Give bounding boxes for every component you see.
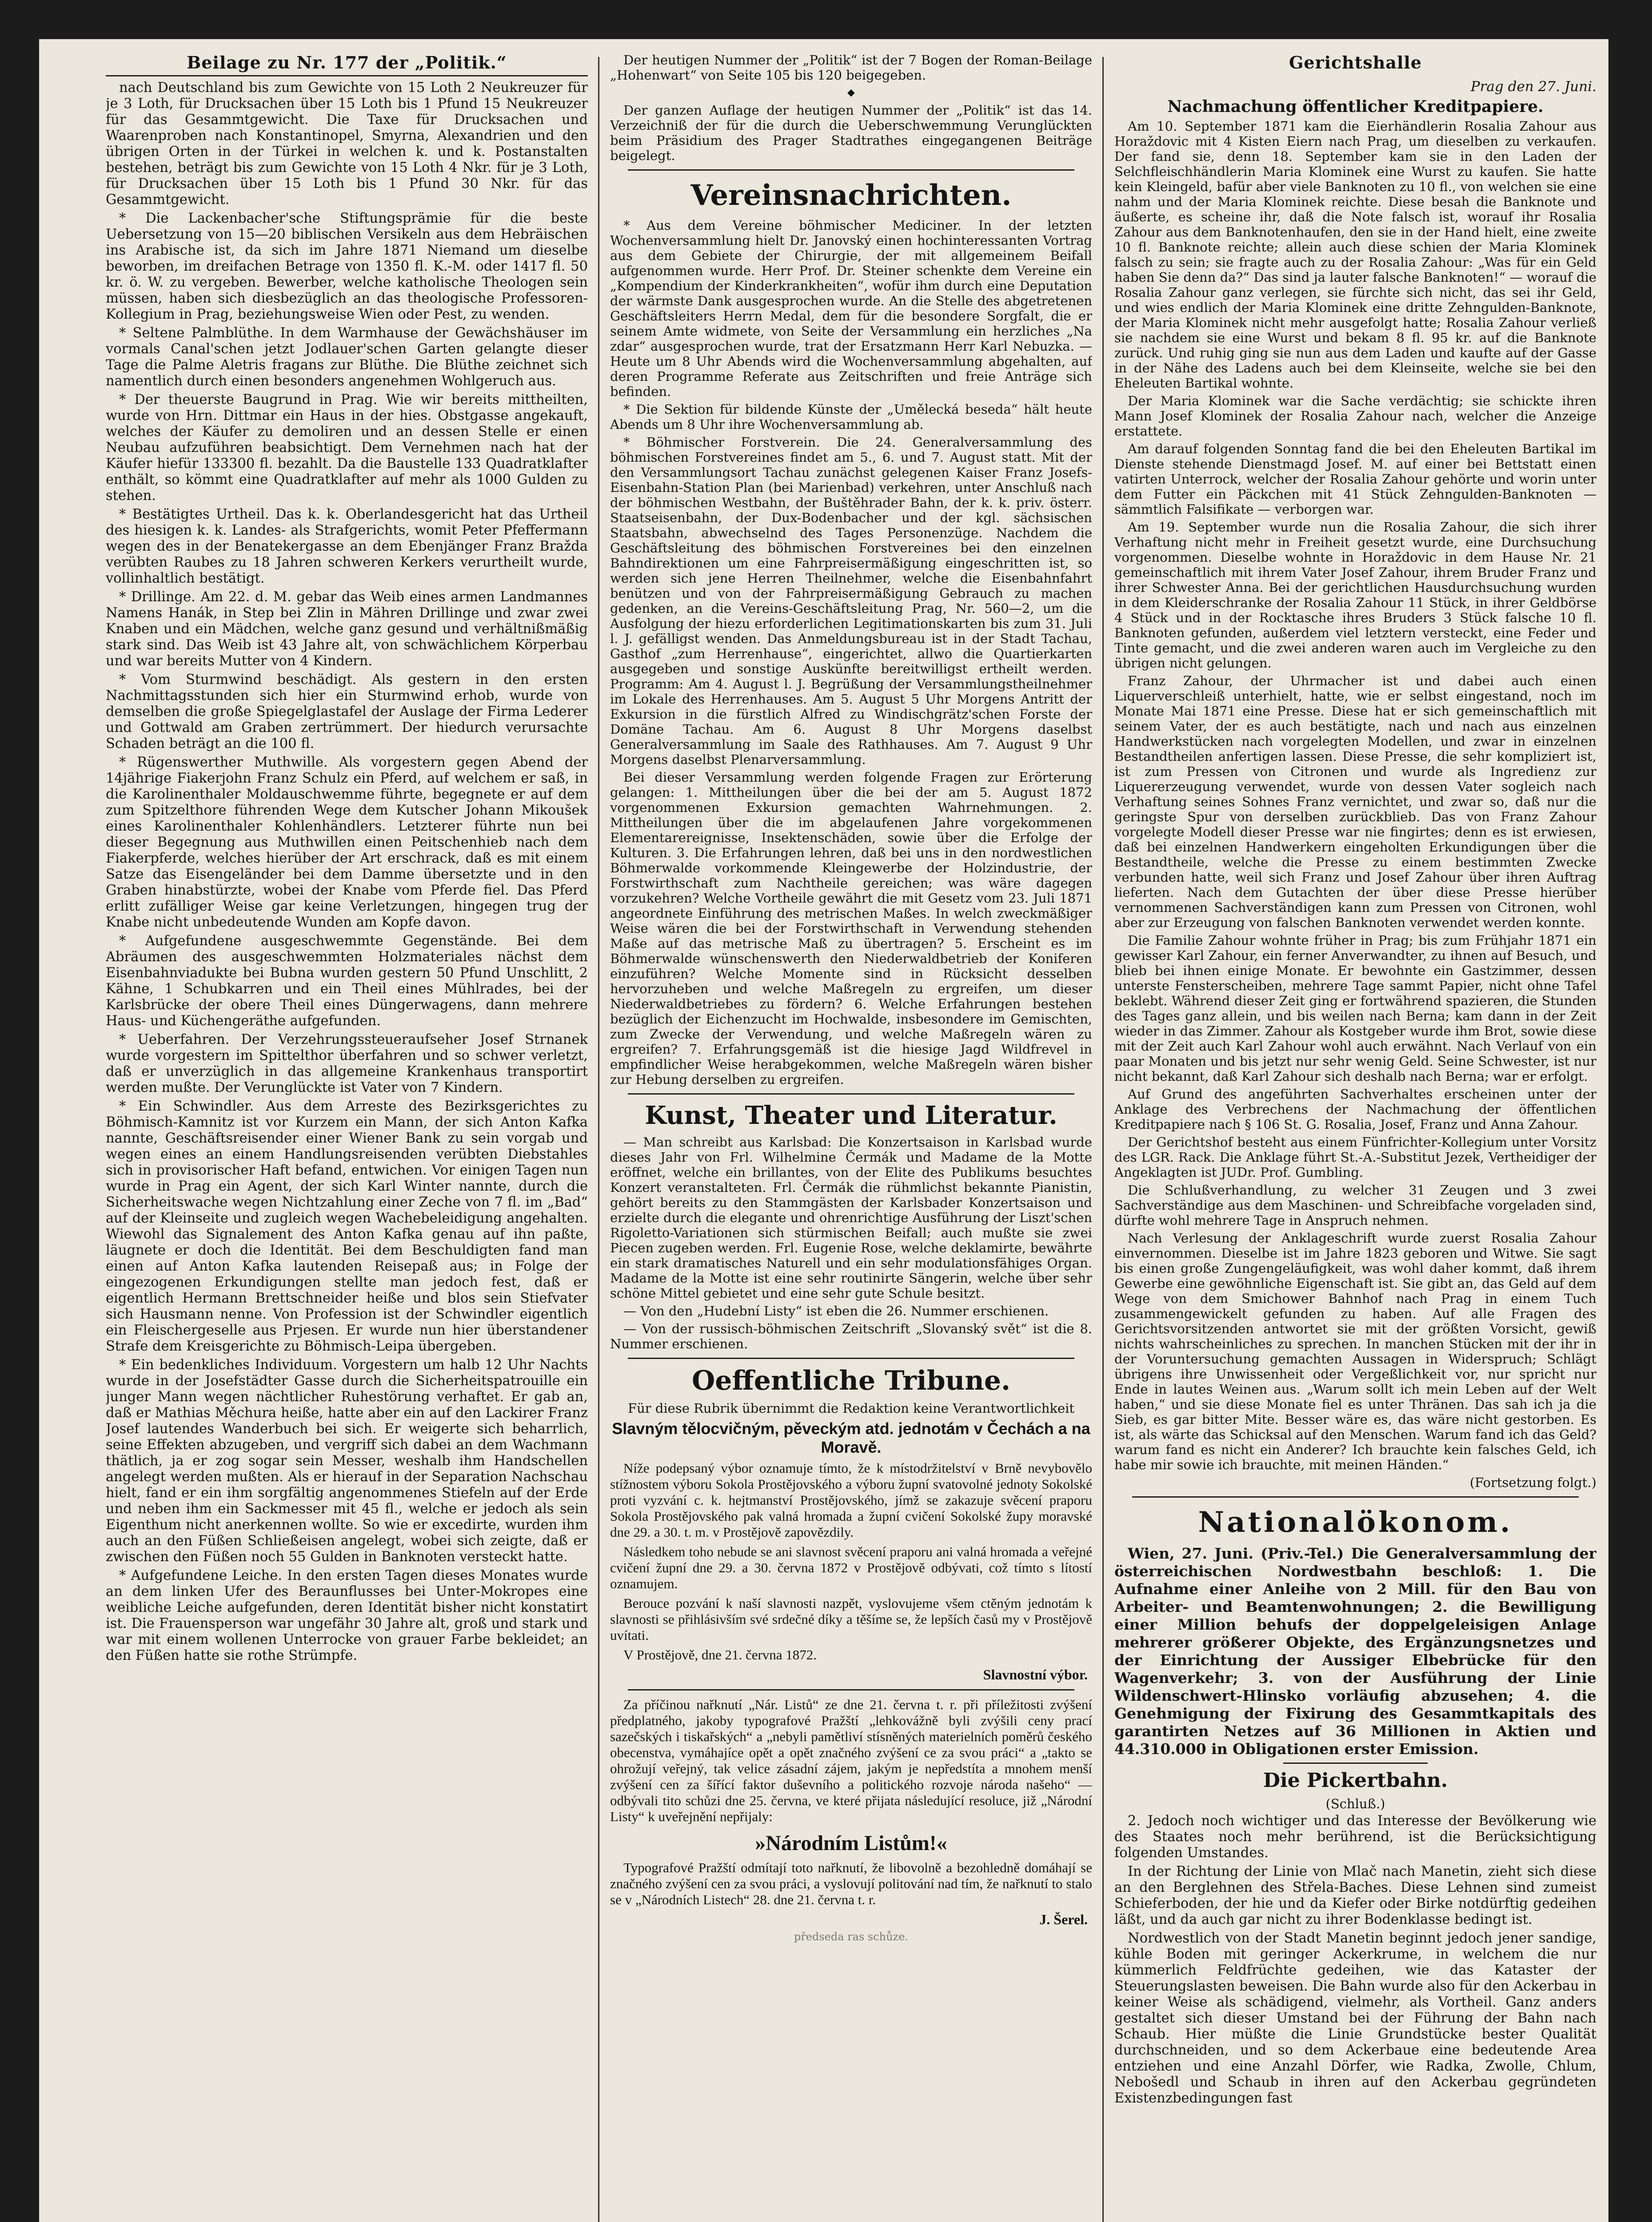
newspaper-page: [39, 39, 1608, 2222]
ornament-divider: ◆: [847, 87, 855, 98]
section-divider: [628, 169, 1074, 171]
section-divider: [628, 1093, 1074, 1095]
section-title-nationaloekonom: Nationalökonom.: [1198, 1506, 1513, 1539]
telegram-paragraph: Wien, 27. Juni. (Priv.-Tel.) Die Generalversammlung der österreichischen Nordwestbahn beschloß: 1. Die Aufnahme einer Anleihe von 2 Mill. für den Bau von Arbeiter- und Beamtenwohnungen; 2. die Bewilligung einer Million behufs der doppelgeleisigen Anlage mehrerer größerer Objekte, des Ergänzungsnetzes und der Einrichtung der Aussiger Elbebrücke für den Wagenverkehr; 3. von der Ausführung der Linie Wildenschwert-Hlinsko vorläufig abzusehen; 4. die Genehmigung der Fixirung des Gesammtkapitals des garantirten Netzes auf 36 Millionen in Aktien und 44.310.000 in Obligationen erster Emission.: [1114, 1545, 1596, 1758]
article-paragraph: * Aufgefundene ausgeschwemmte Gegenstände. Bei dem Abräumen des ausgeschwemmten Holzmateriales nächst dem Eisenbahnviadukte bei Bubna wurden gestern 50 Pfund Unschlitt, 2 Kähne, 1 Schubkarren und ein Theil eines Mühlrades, bei der Karlsbrücke der obere Theil eines Düngerwagens, dann mehrere Haus- und Küchengeräthe aufgefunden.: [106, 933, 588, 1029]
czech-place-date: V Prostějově, dne 21. června 1872.: [623, 1647, 817, 1663]
section-title-tribune: Oeffentliche Tribune.: [692, 1365, 1010, 1396]
article-paragraph: Am darauf folgenden Sonntag fand die bei den Eheleuten Bartikal im Dienste stehende Dienstmagd Josef. M. auf einer bei Bettstatt einen vatirten Unterrock, welcher der Rosalia Zahour gehörte und worin unter dem Futter ein Päckchen mit 41 Stück Zehngulden-Banknoten — sämmtlich Falsifikate — verborgen war.: [1114, 441, 1596, 517]
article-paragraph: Die Familie Zahour wohnte früher in Prag; bis zum Frühjahr 1871 ein gewisser Karl Zahour, ein ferner Anverwandter, zu ihnen auf Besuch, und blieb bei ihnen einige Monate. Er bewohnte ein Gastzimmer, dessen unterste Fensterscheiben, mehrere Tage sammt Papier, nicht ohne Tafel beklebt. Während dieser Zeit ging er fortwährend spazieren, die Stunden des Tages ganz allein, und bis weilen nach Berna; kam dann in der Zeit wieder in das Zimmer. Zahour als Kostgeber wurde ihm Brot, sowie diese mit der Zeit auch Karl Zahour wohl auch erwähnt. Nach Verlauf von ein paar Monaten und bis jetzt nur sehr wenig Geld. Seine Schwester, ist nur nicht bekannt, daß Karl Zahour sich deshalb nach Berna; war er erfolgt.: [1114, 933, 1596, 1084]
notice-flood-list: Der ganzen Auflage der heutigen Nummer der „Politik“ ist das 14. Verzeichniß der für die durch die Ueberschwemmung Verunglückten beim Präsidium des Prager Stadtrathes eingegangenen Beiträge beigelegt.: [610, 103, 1092, 163]
article-paragraph: Am 19. September wurde nun die Rosalia Zahour, die sich ihrer Verhaftung nicht mehr in Freiheit gesetzt wurde, eine Durchsuchung vorgenommen. Dieselbe wohnte in Horaždovic in dem Hause Nr. 21 gemeinschaftlich mit ihrem Vater Josef Zahour, ihrem Bruder Franz und ihrer Schwester Anna. Bei der gerichtlichen Hausdurchsuchung wurden in dem Kleiderschranke der Rosalia Zahour 11 Stück, in ihrer Geldbörse 4 Stück und in der Rocktasche ihres Bruders 3 Stück falsche 10 fl. Banknoten gefunden, außerdem viel letztern versteckt, eine Feder und Tinte gemacht, und die zwei anderen waren auch im Vergleiche zu den übrigen nicht gelungen.: [1114, 520, 1596, 671]
section-title-gerichtshalle: Gerichtshalle: [1289, 52, 1422, 72]
short-divider: [1283, 1762, 1428, 1764]
article-paragraph: * Der theuerste Baugrund in Prag. Wie wir bereits mittheilten, wurde von Hrn. Dittmar ein Haus in der hies. Obstgasse angekauft, welches der Käufer zu demoliren und an dessen Stelle er einen Neubau aufzuführen beabsichtigt. Dem Vernehmen nach hat der Käufer hiefür 133300 fl. bezahlt. Da die Baustelle 133 Quadratklafter enthält, so kömmt eine Quadratklafter auf mehr als 1000 Gulden zu stehen.: [106, 392, 588, 504]
czech-paragraph: Následkem toho nebude se ani slavnost svěcení praporu ani valná hromada a veřejné cvičení župní dne 29. a 30. června 1872 v Prostějově odbývati, což tímto s lítostí oznamujem.: [610, 1544, 1092, 1591]
czech-signature-role: předseda ras schůze.: [794, 1930, 909, 1943]
dateline: Prag den 27. Juni.: [1470, 79, 1596, 95]
article-paragraph: * Drillinge. Am 22. d. M. gebar das Weib eines armen Landmannes Namens Hanák, in Step bei Zlin in Mähren Drillinge und zwar zwei Knaben und ein Mädchen, welche ganz gesund und verhältnißmäßig stark sind. Das Weib ist 43 Jahre alt, von schwächlichem Körperbau und war bereits Mutter von 4 Kindern.: [106, 589, 588, 669]
article-paragraph: nach Deutschland bis zum Gewichte von 15 Loth 2 Neukreuzer für je 3 Loth, für Drucksachen über 15 Loth bis 1 Pfund 15 Neukreuzer für das Gesammtgewicht. Die Taxe für Drucksachen und Waarenproben nach Konstantinopel, Smyrna, Alexandrien und den übrigen Orten in der Türkei in welchen k. und k. Postanstalten bestehen, beträgt bis zum Gewichte von 15 Loth 4 Nkr. für je 3 Loth, für Drucksachen über 15 Loth bis 1 Pfund 30 Nkr. für das Gesammtgewicht.: [106, 80, 588, 208]
article-paragraph: 2. Jedoch noch wichtiger und das Interesse der Bevölkerung wie des Staates noch mehr berührend, ist die Berücksichtigung folgenden Umstandes.: [1114, 1813, 1596, 1861]
column-middle: [610, 52, 1092, 2222]
article-paragraph: * Aufgefundene Leiche. In den ersten Tagen dieses Monates wurde an dem linken Ufer des Beraunflusses bei Unter-Mokropes eine weibliche Leiche aufgefunden, deren Identität bisher nicht konstatirt ist. Die Frauensperson war ungefähr 30 Jahre alt, groß und stark und war mit einem wollenen Unterrocke von grauer Farbe bekleidet; an den Füßen hatte sie rothe Strümpfe.: [106, 1568, 588, 1663]
column-rule: [598, 57, 599, 2222]
column-rule: [1102, 57, 1104, 2222]
article-part-note: (Schluß.): [1325, 1796, 1385, 1811]
article-paragraph: In der Richtung der Linie von Mlač nach Manetin, zieht sich diese an den Berglehnen des Střela-Baches. Diese Lehnen sind zumeist Schieferboden, der hie und da Kiefer oder Birke notdürftig gedeihen läßt, und da auch gar nicht zu ihrer Bodenklasse bedingt ist.: [1114, 1864, 1596, 1927]
article-paragraph: — Von den „Hudební Listy“ ist eben die 26. Nummer erschienen.: [623, 1303, 1049, 1319]
czech-heading: Slavným tělocvičným, pěveckým atd. jednotám v Čechách a na Moravě.: [612, 1419, 1090, 1456]
article-paragraph: * Vom Sturmwind beschädigt. Als gestern in den ersten Nachmittagsstunden sich hier ein Sturmwind erhob, wurde von demselben die große Spiegelglastafel der Auslage der Firma Lederer und Gottwald am Graben zertrümmert. Der hiedurch verursachte Schaden beträgt an die 100 fl.: [106, 672, 588, 751]
column-right: [1114, 52, 1596, 2222]
article-paragraph: Der Gerichtshof besteht aus einem Fünfrichter-Kollegium unter Vorsitz des LGR. Rack. Die Anklage führt St.-A.-Substitut Jezek, Vertheidiger der Angeklagten ist JUDr. Prof. Gumbling.: [1114, 1135, 1596, 1180]
article-paragraph: — Man schreibt aus Karlsbad: Die Konzertsaison in Karlsbad wurde dieses Jahr von Frl. Wilhelmine Čermák und Madame de la Motte eröffnet, welche ein brillantes, von der Elite des Publikums besuchtes Konzert veranstalteten. Frl. Čermák die rühmlichst bekannte Pianistin, gehört bereits zu den Stammgästen der Karlsbader Konzertsaison und erzielte durch die elegante und ohrenrichtige Ausführung der Liszt'schen Rigoletto-Variationen sich stürmischen Beifall; auch mußte sie zwei Piecen zugeben werden. Frl. Eugenie Rose, welche deklamirte, bewährte ein stark dramatisches Naturell und ein sehr modulationsfähiges Organ. Madame de la Motte ist eine sehr routinirte Sängerin, welche über sehr schöne Mittel gebietet und eine sehr gute Schule besitzt.: [610, 1135, 1092, 1301]
article-paragraph: Auf Grund des angeführten Sachverhaltes erscheinen unter der Anklage des Verbrechens der Nachmachung der öffentlichen Kreditpapiere nach § 106 St. G. Rosalia, Josef, Franz und Anna Zahour.: [1114, 1087, 1596, 1132]
czech-paragraph: Níže podepsaný výbor oznamuje tímto, že k místodržitelství v Brně nevybovělo stížnostem výboru Sokola Prostějovského a výboru župní svatovolné jednoty Sokolské proti vyzvání c. k. hejtmanství Prostějovského, jímž se zakazuje svěcení praporu Sokola Prostějovského pak valná hromada a župní cvičení Sokolské župy moravské dne 29. a 30. t. m. v Prostějově zapovězdily.: [610, 1460, 1092, 1540]
czech-signature: J. Šerel.: [1039, 1911, 1088, 1927]
article-paragraph: Am 10. September 1871 kam die Eierhändlerin Rosalia Zahour aus Horaždovic mit 4 Kisten Eiern nach Prag, um dieselben zu verkaufen. Der fand sie, denn 18. September kam sie in den Laden der Selchfleischhändlerin Maria Klominek eine Wurst zu kaufen. Sie hatte kein Kleingeld, bafür aber viele Banknoten zu 10 fl., von welchen sie eine nahm und der Maria Klominek reichte. Diese besah die Banknote und äußerte, es scheine ihr, daß die Note falsch ist, worauf ihr Rosalia Zahour aus dem Banknotenhaufen, den sie in der Hand hielt, eine zweite 10 fl. Banknote reichte; allein auch diese schien der Maria Klominek falsch zu sein; sie fragte auch zu der Rosalia Zahour: „Was für ein Geld haben Sie denn da?“ Das sind ja lauter falsche Banknoten!“ — worauf die Rosalia Zahour ganz verlegen, sie fürchte sich nicht, das sei ihr Geld, und wies endlich der Maria Klominek eine dritte Zehngulden-Banknote, der Maria Klominek nicht mehr ausgefolgt hatte; Rosalia Zahour verließ sie nachdem sie eine Wurst und bekam 8 fl. 95 kr. auf die Banknote zurück. Und ruhig ging sie nun aus dem Laden und kaufte auf der Gasse in der Nähe des Ladens auch bei dem Kleinseite, welche sie bei den Eheleuten Bartikal wohnte.: [1114, 119, 1596, 391]
section-title-vereinsnachrichten: Vereinsnachrichten.: [690, 179, 1012, 212]
article-paragraph: * Böhmischer Forstverein. Die 24. Generalversammlung des böhmischen Forstvereines findet am 5., 6. und 7. August statt. Mit der den Versammlungsort Tachau zunächst gelegenen Kaiser Franz Josefs-Eisenbahn-Station Plan (bei Marienbad) verkehren, unter Anschluß nach der böhmischen Westbahn, der Buštěhrader Bahn, der k. k. priv. österr. Staatseisenbahn, der Dux-Bodenbacher und der kgl. sächsischen Staatsbahn, abwechselnd des Tages Personenzüge. Nachdem die Geschäftsleitung des böhmischen Forstvereines bei den einzelnen Bahndirektionen um eine Fahrpreisermäßigung eingeschritten ist, so werden sich jene Herren Theilnehmer, welche die Eisenbahnfahrt benützen und von der Fahrpreisermäßigung Gebrauch zu machen gedenken, an die Vereins-Geschäftsleitung Prag, Nr. 560—2, um die Ausfolgung der hiezu erforderlichen Legitimationskarten bis zum 31. Juli l. J. gefälligst wenden. Das Anmeldungsbureau ist in der Stadt Tachau, Gasthof „zum Herrenhause“, eingerichtet, allwo die Quartierkarten ausgegeben und sonstige Auskünfte bereitwilligst ertheilt werden. Programm: Am 4. August l. J. Begrüßung der Versammlungstheilnehmer im Lokale des Herrenhauses. Am 5. August 5 Uhr Morgens Antritt der Exkursion in die fürstlich Alfred zu Windischgrätz'schen Forste der Domäne Tachau. Am 6. August 8 Uhr Morgens daselbst Generalversammlung im Saale des Rathhauses. Am 7. August 9 Uhr Morgens daselbst Plenarversammlung.: [610, 435, 1092, 767]
czech-paragraph: Berouce pozvání k naší slavnosti nazpět, vyslovujeme všem ctěným jednotám k slavnosti se přihlásivším své srdečné díky a těšíme se, že lepších časů my v Prostějově uvítati.: [610, 1595, 1092, 1643]
article-paragraph: Franz Zahour, der Uhrmacher ist und dabei auch einen Liquerverschleiß unterhielt, hatte, wie er selbst eingestand, noch im Monate Mai 1871 eine Presse. Diese hat er sich gemeinschaftlich mit seinem Vater, der es auch bestätigte, nach und nach aus einzelnen Handwerkstücken nach vorgelegten Modellen, und zwar in einzelnen Bestandtheilen anfertigen lassen. Diese Presse, die sehr kompliziert ist, ist zum Pressen von Citronen und wurde als Ingredienz zur Liquererzeugung verwendet, wurde von dessen Vater sogleich nach Verhaftung seines Sohnes Franz vernichtet, und zwar so, daß nur die geringste Spur von derselben zurückblieb. Das von Franz Zahour vorgelegte Modell dieser Presse war nie fingirtes; denn es ist erwiesen, daß bei einzelnen Handwerkern eingeholten Erkundigungen über die Bestandtheile, welche die Presse zu einem bestimmten Zwecke verbunden hatte, weil sich Franz und Josef Zahour über ihren Auftrag lieferten. Nach dem Gutachten der über diese Presse hierüber vernommenen Sachverständigen kann zum Pressen von Citronen, wohl aber zur Erzeugung von falschen Banknoten verwendet werden konnte.: [1114, 673, 1596, 930]
czech-resolution-heading: »Národním Listům!«: [755, 1831, 947, 1855]
tribune-disclaimer: Für diese Rubrik übernimmt die Redaktion keine Verantwortlichkeit: [627, 1401, 1075, 1416]
continuation-note: (Fortsetzung folgt.): [1469, 1475, 1596, 1490]
article-paragraph: * Aus dem Vereine böhmischer Mediciner. In der letzten Wochenversammlung hielt Dr. Janovský einen hochinteressanten Vortrag aus dem Gebiete der Chirurgie, der mit allgemeinem Beifall aufgenommen wurde. Herr Prof. Dr. Steiner schenkte dem Vereine ein „Kompendium der Kinderkrankheiten“, wofür ihm durch eine Deputation der wärmste Dank ausgesprochen wurde. An die Stelle des abgetretenen Geschäftsleiters Herrn Medal, dem für die besondere Sorgfalt, die er seinem Amte widmete, von Seite der Versammlung ein herzliches „Na zdar“ ausgesprochen wurde, trat der Ersatzmann Herr Karl Nebuzka. — Heute um 8 Uhr Abends wird die Wochenversammlung abgehalten, auf deren Programme Referate aus Zeitschriften und freie Anträge sich befinden.: [610, 218, 1092, 399]
czech-signature: Slavnostní výbor.: [983, 1666, 1088, 1682]
section-divider: [628, 1689, 1074, 1690]
article-paragraph: * Ein Schwindler. Aus dem Arreste des Bezirksgerichtes zu Böhmisch-Kamnitz ist vor Kurzem ein Mann, der sich Anton Kafka nannte, Geschäftsreisender einer Wiener Bank zu sein vorgab und wegen eines an einem Handlungsreisenden verübten Diebstahles sich in provisorischer Haft befand, entwichen. Vor einigen Tagen nun wurde in Prag ein Agent, der sich Karl Winter nannte, durch die Sicherheitswache wegen Nichtzahlung einer Zeche von 7 fl. im „Bad“ auf der Kleinseite und zugleich wegen Wachebeleidigung angehalten. Wiewohl das Signalement des Anton Kafka genau auf ihn paßte, läugnete er doch die Identität. Bei dem Beschuldigten fand man einen auf Anton Kafka lautenden Reisepaß aus; in Folge der eingezogenen Erkundigungen stellte man jedoch fest, daß er eigentlich Hermann Brettschneider heiße und blos sein Stiefvater sich Hausmann nenne. Von Profession ist der Schwindler eigentlich ein Fleischergeselle aus Prjesen. Er wurde nun hier überstandener Strafe dem Kreisgerichte zu Böhmisch-Leipa übergeben.: [106, 1099, 588, 1354]
section-title-kunst: Kunst, Theater und Literatur.: [645, 1101, 1057, 1130]
article-paragraph: * Bestätigtes Urtheil. Das k. k. Oberlandesgericht hat das Urtheil des hiesigen k. k. Landes- als Strafgerichts, womit Peter Pfeffermann wegen des in der Benatekergasse an dem Ebenjänger Franz Bražda verübten Raubes zu 18 Jahren schweren Kerkers verurtheilt wurde, vollinhaltlich bestätigt.: [106, 507, 588, 586]
article-paragraph: Bei dieser Versammlung werden folgende Fragen zur Erörterung gelangen: 1. Mittheilungen über die bei der am 5. August 1872 vorgenommenen Exkursion gemachten Wahrnehmungen. 2. Mittheilungen über die im abgelaufenen Jahre vorgekommenen Elementarereignisse, Insektenschäden, sowie über die Erfolge der Kulturen. 3. Die Erfahrungen lehren, daß bei uns in den nordwestlichen Böhmerwalde vorkommende Kleingewerbe der Holzindustrie, der Forstwirthschaft zum Nachtheile gereichen; was wäre dagegen vorzukehren? Welche Vortheile gewährt die mit Gesetz vom 23. Juli 1871 angeordnete Einführung des metrischen Maßes. In welch zweckmäßiger Weise wären die bei der Forstwirthschaft in Verwendung stehenden Maße auf das metrische Maß zu übertragen? 5. Erscheint es im Böhmerwalde wünschenswerth den Niederwaldbetrieb der Koniferen einzuführen? Welche Momente sind in Rücksicht desselben hervorzuheben und welche Maßregeln zu ergreifen, um dieser Niederwaldbetriebes zu fördern? 6. Welche Erfahrungen bestehen bezüglich der Eichenzucht im Hochwalde, insbesondere im Gemischten, zum Zwecke der Verwendung, und welche Maßregeln wären zu ergreifen? 7. Erfahrungsgemäß ist die hiesige Jagd Wildfrevel in empfindlicher Weise herabgekommen, welche Maßregeln wären bisher zur Hebung derselben zu ergreifen.: [610, 770, 1092, 1087]
article-subheading: Nachmachung öffentlicher Kreditpapiere.: [1167, 97, 1544, 116]
article-paragraph: * Seltene Palmblüthe. In dem Warmhause der Gewächshäuser im vormals Canal'schen jetzt Jodlauer'schen Garten gelangte dieser Tage die Palme Aletris fragans zur Blüthe. Die Blüthe zeichnet sich namentlich durch einen besonders angenehmen Wohlgeruch aus.: [106, 325, 588, 389]
supplement-header: Beilage zu Nr. 177 der „Politik.“: [106, 52, 588, 76]
article-paragraph: * Ein bedenkliches Individuum. Vorgestern um halb 12 Uhr Nachts wurde in der Josefstädter Gasse durch die Sicherheitspatrouille ein junger Mann wegen nächtlicher Ruhestörung verhaftet. Er gab an, daß er Mathias Měchura heiße, hatte aber ein auf den Lackirer Franz Josef lautendes Wanderbuch bei sich. Er weigerte sich beharrlich, seine Effekten abzugeben, und vergriff sich dabei an dem Wachmann thätlich, ja er zog sogar sein Messer, weshalb ihm Handschellen angelegt werden mußten. Als er hierauf in der Separation Nachschau hielt, fand er ein ihm sorgfältig angenommenes Stiefeln auf der Erde und neben ihm ein Sackmesser mit 45 fl., welche er jedoch als sein Eigenthum nicht anerkennen wollte. So wie er excedirte, wurden ihm auch an den Füßen Schließeisen angelegt, wobei sich zeigte, daß er zwischen den Füßen noch 55 Gulden in Banknoten versteckt hatte.: [106, 1357, 588, 1565]
section-divider: [1132, 1496, 1579, 1498]
czech-paragraph: Za příčinou nařknutí „Nár. Listů“ ze dne 21. června t. r. při příležitosti zvýšení předplatného, jakoby typografové Pražští „lehkovážně byli zvýšili ceny prací sazečských i tiskařských“ a „nebyli pamětliví stísněných materielních poměrů českého obecenstva, vymáhajíce opět a opět značného zvýšení ce za svou práci“ a „takto se ohrožují veřejný, tak velice zásadní zájem, jakým je nepředstíta a mnohem menší zvýšení cen za šířící faktor duševního a politického rozvoje národa našeho“ — odbývali tito schůzi dne 25. června, ve které přijata následující resoluce, již „Národní Listy“ k uveřejnění nepřijaly:: [610, 1697, 1092, 1824]
article-paragraph: * Rügenswerther Muthwille. Als vorgestern gegen Abend der 14jährige Fiakerjohn Franz Schulz ein Pferd, auf welchem er saß, in die Karolinenthaler Moldauschwemme führte, begegnete er auf dem zum Spitzelthore führenden Wege dem Kutscher Johann Mikoušek eines Karolinenthaler Kohlenhändlers. Letzterer führte nun bei dieser Begegnung aus Muthwillen einen Peitschenhieb nach dem Fiakerpferde, welches hierüber der Art erschrack, daß es mit einem Satze das Eisengeländer bei dem Damme übersetzte und in den Graben hinabstürzte, wobei der Knabe vom Pferde fiel. Das Pferd erlitt zufälliger Weise gar keine Verletzungen, hingegen trug der Knabe nicht unbedeutende Wunden am Kopfe davon.: [106, 755, 588, 930]
article-paragraph: * Die Lackenbacher'sche Stiftungsprämie für die beste Uebersetzung von 15—20 biblischen Versikeln aus dem Hebräischen ins Arabische ist, da sich im Jahre 1871 Niemand um dieselbe beworben, im dreifachen Betrage von 1350 fl. K.-M. oder 1417 fl. 50 kr. ö. W. zu vergeben. Bewerber, welche katholische Theologen sein müssen, haben sich diesbezüglich an das theologische Professoren-Kollegium in Prag, beziehungsweise Wien oder Pest, zu wenden.: [106, 211, 588, 322]
notice-roman-supplement: Der heutigen Nummer der „Politik“ ist der 7 Bogen der Roman-Beilage „Hohenwart“ von Seite 105 bis 120 beigegeben.: [610, 52, 1092, 83]
article-heading-pickertbahn: Die Pickertbahn.: [1263, 1769, 1448, 1792]
article-paragraph: Der Maria Klominek war die Sache verdächtig; sie schickte ihren Mann Josef Klominek der Rosalia Zahour nach, welcher die Anzeige erstattete.: [1114, 393, 1596, 439]
article-paragraph: * Die Sektion für bildende Künste der „Umělecká beseda“ hält heute Abends um 8 Uhr ihre Wochenversammlung ab.: [610, 402, 1092, 432]
czech-paragraph: Typografové Pražští odmítají toto nařknutí, že libovolně a bezohledně domáhají se značného zvýšení cen za svou práci, a vyslovují politování nad tím, že nařknutí to stalo se v „Národních Listech“ 28. dne 21. června t. r.: [610, 1860, 1092, 1907]
article-paragraph: Die Schlußverhandlung, zu welcher 31 Zeugen und 3 zwei Sachverständige aus dem Maschinen- und Schreibfache vorgeladen sind, dürfte wohl mehrere Tage in Anspruch nehmen.: [1114, 1183, 1596, 1228]
section-divider: [628, 1358, 1074, 1359]
article-paragraph: Nach Verlesung der Anklageschrift wurde zuerst Rosalia Zahour einvernommen. Dieselbe ist im Jahre 1823 geboren und Witwe. Sie sagt bis einen große Zungengeläufigkeit, was wohl daher kommt, daß ihrem Gewerbe eine gewöhnliche Eigenschaft ist. Sie gibt an, das Geld auf dem Wege von dem Smichower Bahnhof nach Prag in einem Tuch zusammengewickelt gefunden zu haben. Auf alle Fragen des Gerichtsvorsitzenden antwortet sie mit der größten Vorsicht, gewiß nichts wahrscheinliches zu sprechen. In manchen Stücken mit der ihr in der Voruntersuchung gemachten Aussagen in Widerspruch; Schlägt übrigens ihre Unwissenheit oder Vergeßlichkeit vor, nur spricht nur Ende in lautes Weinen aus. „Warum sollt ich mein Leben auf der Welt haben,“ und sie diese Monate fiel es unter Thränen. Das sah ich ja die Sieb, es gar bitter Mite. Besser wäre es, das wäre nicht gestorben. Es ist, als wärte das Schicksal auf den Menschen. Warum fand ich das Geld? warum fand es nicht ein Anderer? Ich brauchte kein falsches Geld, ich habe mir sowie ich brauchte, mit meinen Händen.“: [1114, 1231, 1596, 1472]
column-left: [106, 52, 588, 2222]
article-paragraph: Nordwestlich von der Stadt Manetin beginnt jedoch jener sandige, kühle Boden mit geringer Ackerkrume, in welchem die nur kümmerlich Feldfrüchte gedeihen, wie das Kataster der Steuerungslasten beweisen. Die Bahn wurde also für den Ackerbau in keiner Weise als schädigend, vielmehr, als Vortheil. Ganz anders gestaltet sich dieser Umstand bei der Führung der Bahn nach Schaub. Hier müßte die Linie Grundstücke bester Qualität durchschneiden, und so dem Ackerbaue eine bedeutende Area entziehen und eine Anzahl Dörfer, wie Radka, Zwolle, Chlum, Nebošedl und Schaub in ihren auf den Ackerbau gegründeten Existenzbedingungen fast: [1114, 1930, 1596, 2106]
article-paragraph: * Ueberfahren. Der Verzehrungssteueraufseher Josef Strnanek wurde vorgestern im Spittelthor überfahren und so schwer verletzt, daß er unverzüglich in das allgemeine Krankenhaus transportirt werden mußte. Der Verunglückte ist Vater von 7 Kindern.: [106, 1032, 588, 1095]
article-paragraph: — Von der russisch-böhmischen Zeitschrift „Slovanský svět“ ist die 8. Nummer erschienen.: [610, 1321, 1092, 1351]
